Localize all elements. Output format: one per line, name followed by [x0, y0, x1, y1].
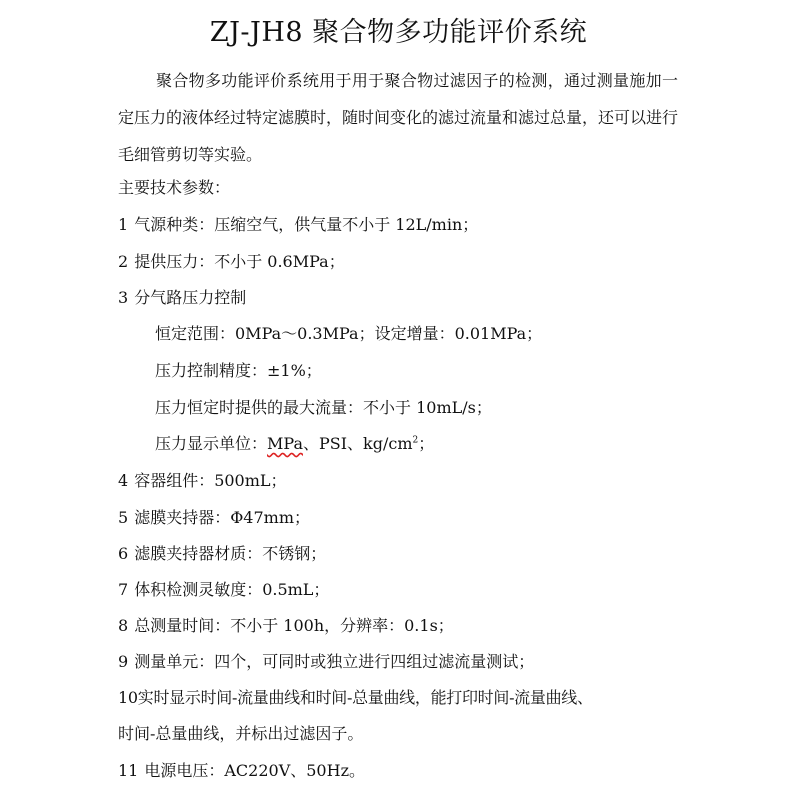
item-number: 6: [118, 544, 129, 563]
units-middle: 、PSI、kg/cm: [302, 434, 413, 453]
param-sub-max-flow: 压力恒定时提供的最大流量：不小于 10mL/s；: [155, 398, 492, 417]
item-text: 总测量时间：不小于 100h，分辨率：0.1s；: [134, 616, 454, 635]
item-text: 实时显示时间-流量曲线和时间-总量曲线，能打印时间-流量曲线、: [137, 688, 593, 707]
item-number: 10: [118, 688, 138, 707]
item-text: 分气路压力控制: [134, 288, 247, 307]
units-suffix: ；: [418, 434, 435, 453]
param-sub-units: [155, 433, 434, 455]
item-number: 5: [118, 508, 129, 527]
page-title: ZJ-JH8 聚合物多功能评价系统: [209, 17, 588, 48]
param-item-4: [118, 470, 287, 492]
param-item-7: [118, 579, 329, 601]
item-text: 电源电压：AC220V、50Hz。: [144, 761, 365, 780]
item-number: 11: [118, 761, 139, 780]
item-number: 9: [118, 652, 129, 671]
item-number: 3: [118, 288, 129, 307]
param-sub-range: 恒定范围：0MPa～0.3MPa；设定增量：0.01MPa；: [155, 324, 543, 343]
item-text: 提供压力：不小于 0.6MPa；: [134, 252, 345, 271]
param-item-10-continued: 时间-总量曲线，并标出过滤因子。: [118, 724, 364, 743]
item-text: 滤膜夹持器：Φ47mm；: [134, 508, 311, 527]
param-item-6: [118, 543, 326, 565]
units-mpa-spellcheck: MPa: [267, 434, 303, 453]
item-number: 4: [118, 471, 129, 490]
param-item-5: [118, 507, 310, 529]
item-text: 测量单元：四个，可同时或独立进行四组过滤流量测试；: [134, 652, 535, 671]
param-item-8: [118, 615, 454, 637]
intro-paragraph: 聚合物多功能评价系统用于用于聚合物过滤因子的检测，通过测量施加一定压力的液体经过特定滤膜时，随时间变化的滤过流量和滤过总量，还可以进行毛细管剪切等实验。: [118, 71, 679, 164]
param-item-1: [118, 214, 478, 236]
units-superscript: 2: [412, 435, 419, 446]
item-number: 2: [118, 252, 129, 271]
item-text: 体积检测灵敏度：0.5mL；: [134, 580, 330, 599]
param-item-10: [118, 687, 593, 709]
param-item-11: [118, 760, 365, 782]
item-number: 1: [118, 215, 129, 234]
param-sub-accuracy: 压力控制精度：±1%；: [155, 361, 322, 380]
units-prefix: 压力显示单位：: [155, 434, 268, 453]
item-number: 7: [118, 580, 129, 599]
item-text: 气源种类：压缩空气，供气量不小于 12L/min；: [134, 215, 479, 234]
params-heading: 主要技术参数：: [118, 178, 231, 197]
param-item-9: [118, 651, 534, 673]
item-number: 8: [118, 616, 129, 635]
param-item-3: [118, 287, 246, 309]
item-text: 滤膜夹持器材质：不锈钢；: [134, 544, 327, 563]
item-text: 容器组件：500mL；: [134, 471, 287, 490]
param-item-2: [118, 251, 345, 273]
